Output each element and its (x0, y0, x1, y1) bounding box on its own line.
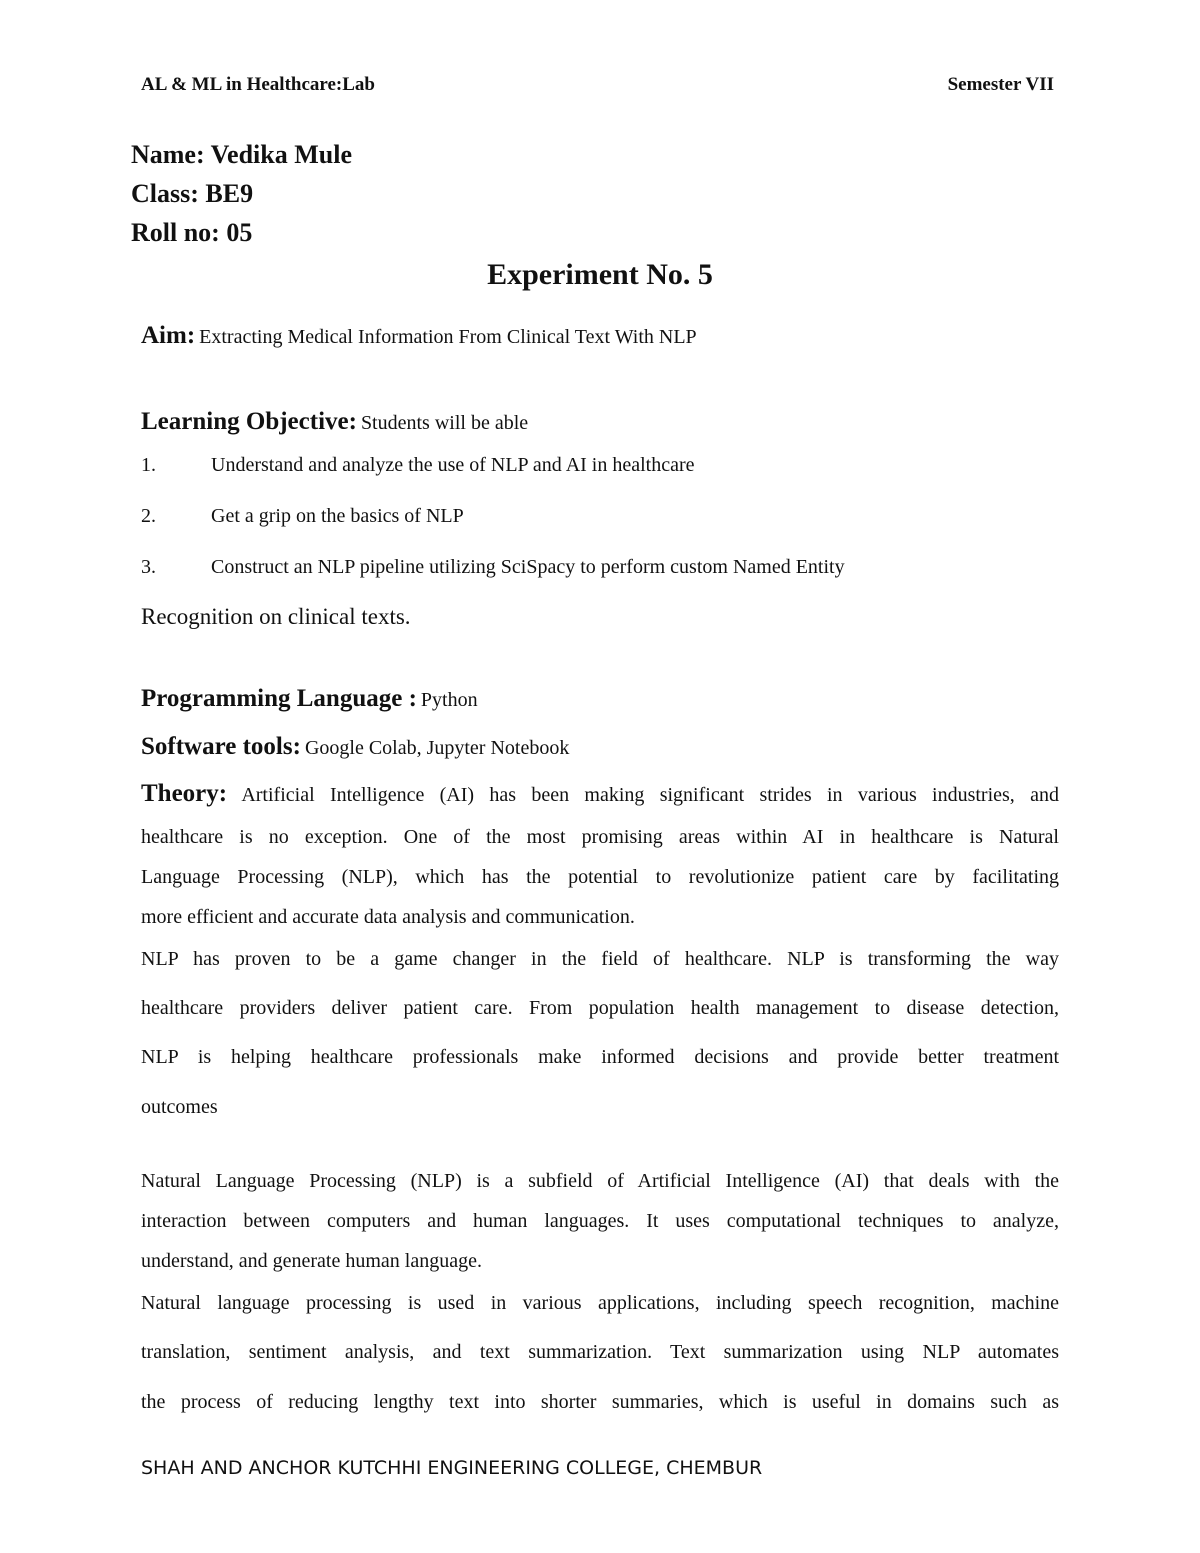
programming-language-value: Python (420, 689, 478, 711)
header-semester: Semester VII (947, 74, 1054, 95)
aim-text: Extracting Medical Information From Clinical Text With NLP (199, 326, 697, 348)
theory-text: healthcare is no exception. One of the most promising areas within AI in healthcare is Natural (141, 826, 1059, 848)
header-course: AL & ML in Healthcare:Lab (141, 74, 375, 95)
student-name: Name: Vedika Mule (131, 140, 352, 169)
aim-label: Aim: (141, 322, 196, 349)
theory-line (141, 948, 1059, 971)
objective-number: 2. (141, 505, 156, 527)
page-footer: SHAH AND ANCHOR KUTCHHI ENGINEERING COLLEGE, CHEMBUR (141, 1457, 763, 1479)
theory-text: NLP has proven to be a game changer in the field of healthcare. NLP is transforming the way (141, 948, 1059, 970)
theory-line (141, 1391, 1059, 1414)
theory-text: Artificial Intelligence (AI) has been making significant strides in various industries, and (241, 784, 1059, 806)
theory-text: outcomes (141, 1096, 218, 1118)
software-tools-row (141, 733, 569, 761)
theory-line (141, 1210, 1059, 1233)
theory-line (141, 866, 1059, 889)
software-tools-label: Software tools: (141, 733, 301, 760)
theory-line (141, 780, 1059, 808)
theory-text: more efficient and accurate data analysis and communication. (141, 906, 635, 928)
theory-text: understand, and generate human language. (141, 1250, 482, 1272)
theory-text: Natural Language Processing (NLP) is a subfield of Artificial Intelligence (AI) that deals with the (141, 1170, 1059, 1192)
software-tools-value: Google Colab, Jupyter Notebook (304, 737, 570, 759)
theory-text: the process of reducing lengthy text into shorter summaries, which is useful in domains such as (141, 1391, 1059, 1413)
theory-text: Natural language processing is used in various applications, including speech recognition, machine (141, 1292, 1059, 1314)
student-roll: Roll no: 05 (131, 218, 253, 247)
experiment-title: Experiment No. 5 (487, 258, 713, 291)
theory-line (141, 1046, 1059, 1069)
objective-number: 1. (141, 454, 156, 476)
theory-line (141, 1292, 1059, 1315)
student-class: Class: BE9 (131, 179, 254, 208)
programming-language-label: Programming Language : (141, 685, 417, 712)
learning-objective-intro: Students will be able (360, 412, 529, 434)
theory-text: interaction between computers and human languages. It uses computational techniques to analyze, (141, 1210, 1059, 1232)
theory-label: Theory: (141, 780, 228, 807)
objective-continuation: Recognition on clinical texts. (141, 604, 411, 629)
theory-text: Language Processing (NLP), which has the potential to revolutionize patient care by facilitating (141, 866, 1059, 888)
objective-item: Understand and analyze the use of NLP and AI in healthcare (211, 454, 695, 476)
theory-line (141, 826, 1059, 849)
theory-text: NLP is helping healthcare professionals make informed decisions and provide better treatment (141, 1046, 1059, 1068)
learning-objective-row (141, 408, 528, 436)
learning-objective-label: Learning Objective: (141, 408, 357, 435)
objective-number: 3. (141, 556, 156, 578)
theory-line (141, 1341, 1059, 1364)
objective-item: Construct an NLP pipeline utilizing SciSpacy to perform custom Named Entity (211, 556, 845, 578)
theory-line (141, 1170, 1059, 1193)
theory-text: healthcare providers deliver patient care. From population health management to disease detection, (141, 997, 1059, 1019)
aim-row (141, 322, 697, 350)
theory-text: translation, sentiment analysis, and text summarization. Text summarization using NLP automates (141, 1341, 1059, 1363)
objective-item: Get a grip on the basics of NLP (211, 505, 464, 527)
theory-line (141, 997, 1059, 1020)
programming-language-row (141, 685, 478, 713)
